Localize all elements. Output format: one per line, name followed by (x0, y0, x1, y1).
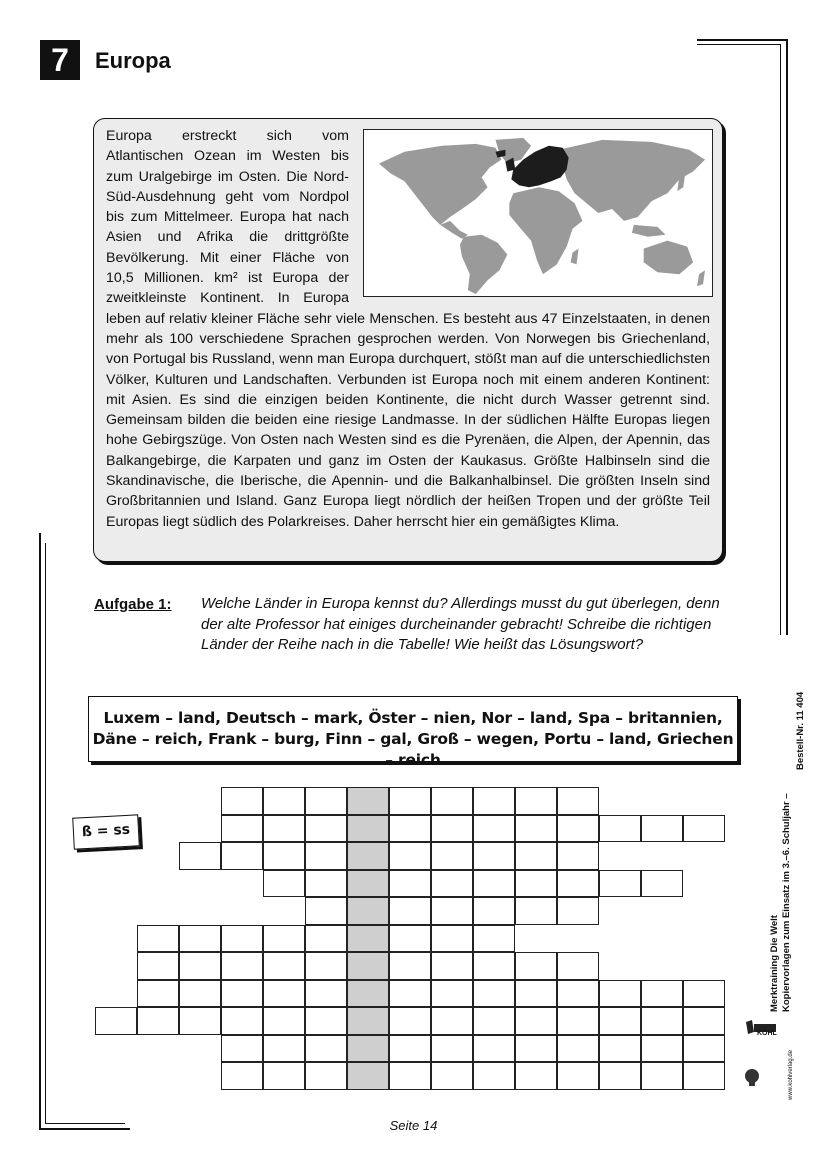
crossword-cell[interactable] (305, 815, 347, 843)
crossword-solution-cell[interactable] (347, 952, 389, 980)
crossword-cell[interactable] (473, 1035, 515, 1063)
crossword-cell[interactable] (431, 1035, 473, 1063)
crossword-cell[interactable] (641, 1007, 683, 1035)
crossword-cell[interactable] (305, 980, 347, 1008)
world-map-image (364, 130, 712, 296)
crossword-cell[interactable] (95, 1007, 137, 1035)
crossword-cell[interactable] (305, 925, 347, 953)
info-text: Europa erstreckt sich vom Atlantischen Ozean im Westen bis zum Uralgebirge im Osten. Die Nord-Süd-Ausdehnung geht vom Nordpol bis zum Mittelmeer. Europa hat nach Asien und Afrika die drittgrößte Bevölkerung. Mit einer Fläche von 10,5 Millionen. km² ist Europa der zweitkleinste Kontinent. In Europa leben auf relativ kleiner Fläche sehr viele Menschen. Es besteht aus 47 Einzelstaaten, in denen mehr als 100 verschiedene Sprachen gesprochen werden. Von Norwegen bis Griechenland, von Portugal bis Russland, wenn man Europa durchquert, stößt man auf die unterschiedlichsten Völker, Kulturen und Landschaften. Verbunden ist Europa noch mit einem anderen Kontinent: mit Asien. Es sind die einzigen beiden Kontinente, die nicht durch Wasser getrennt sind. Gemeinsam bilden die beiden eine riesige Landmasse. In der südlichen Hälfte Europas liegen hohe Gebirgszüge. Von Osten nach Westen sind es die Pyrenäen, die Alpen, der Apennin, das Balkangebirge, die Karpaten und ganz im Osten der Kaukasus. Größte Halbinseln sind die Skandinavische, die Iberische, die Apennin- und die Balkanhalbinsel. Die größten Inseln sind Großbritannien und Island. Ganz Europa liegt nördlich der heißen Tropen und der größte Teil Europas liegt südlich des Polarkreises. Daher herrscht hier ein gemäßigtes Klima. (106, 128, 710, 530)
crossword-cell[interactable] (515, 1035, 557, 1063)
crossword-cell[interactable] (137, 952, 179, 980)
publisher-url: www.kohlverlag.de (788, 1049, 794, 1100)
crossword-cell[interactable] (683, 980, 725, 1008)
crossword-cell[interactable] (305, 842, 347, 870)
crossword-cell[interactable] (557, 787, 599, 815)
crossword-cell[interactable] (431, 952, 473, 980)
crossword-cell[interactable] (473, 925, 515, 953)
crossword-cell[interactable] (263, 1035, 305, 1063)
crossword-cell[interactable] (263, 787, 305, 815)
crossword-cell[interactable] (137, 1007, 179, 1035)
crossword-cell[interactable] (305, 1035, 347, 1063)
crossword-cell[interactable] (263, 842, 305, 870)
crossword-cell[interactable] (515, 842, 557, 870)
crossword-cell[interactable] (389, 815, 431, 843)
frame-line-left-inner (45, 543, 46, 1124)
crossword-cell[interactable] (599, 815, 641, 843)
crossword-cell[interactable] (305, 1007, 347, 1035)
page-number: Seite 14 (389, 1118, 438, 1133)
crossword-cell[interactable] (305, 897, 347, 925)
page-title: Europa (95, 48, 171, 73)
frame-line-right (786, 39, 788, 635)
crossword-cell[interactable] (473, 787, 515, 815)
crossword-cell[interactable] (557, 842, 599, 870)
crossword-cell[interactable] (389, 870, 431, 898)
crossword-cell[interactable] (221, 815, 263, 843)
crossword-cell[interactable] (431, 897, 473, 925)
crossword-cell[interactable] (557, 952, 599, 980)
crossword-cell[interactable] (431, 925, 473, 953)
crossword-cell[interactable] (683, 1007, 725, 1035)
crossword-cell[interactable] (305, 787, 347, 815)
crossword-solution-cell[interactable] (347, 787, 389, 815)
crossword-cell[interactable] (221, 842, 263, 870)
crossword-cell[interactable] (473, 815, 515, 843)
publisher-name: KOHL (757, 1030, 777, 1037)
crossword-cell[interactable] (389, 980, 431, 1008)
crossword-cell[interactable] (641, 980, 683, 1008)
hint-box: ß = ss (72, 814, 140, 849)
crossword-cell[interactable] (683, 1035, 725, 1063)
crossword-solution-cell[interactable] (347, 980, 389, 1008)
crossword-cell[interactable] (263, 870, 305, 898)
crossword-cell[interactable] (389, 925, 431, 953)
crossword-cell[interactable] (179, 952, 221, 980)
crossword-cell[interactable] (179, 842, 221, 870)
crossword-cell[interactable] (599, 870, 641, 898)
frame-line-top-right (697, 39, 788, 41)
sidebar-series-title: Merktraining Die Welt (769, 915, 780, 1012)
crossword-cell[interactable] (431, 815, 473, 843)
crossword-cell[interactable] (641, 815, 683, 843)
crossword-cell[interactable] (515, 1062, 557, 1090)
crossword-cell[interactable] (473, 1062, 515, 1090)
crossword-cell[interactable] (137, 925, 179, 953)
crossword-cell[interactable] (263, 1062, 305, 1090)
crossword-cell[interactable] (305, 952, 347, 980)
crossword-cell[interactable] (431, 787, 473, 815)
crossword-cell[interactable] (305, 1062, 347, 1090)
sidebar-subtitle: Kopiervorlagen zum Einsatz im 3.–6. Schuljahr – (781, 793, 792, 1012)
crossword-solution-cell[interactable] (347, 925, 389, 953)
crossword-cell[interactable] (473, 1007, 515, 1035)
crossword-cell[interactable] (305, 870, 347, 898)
crossword-cell[interactable] (137, 980, 179, 1008)
world-map (363, 129, 713, 297)
info-box (93, 118, 723, 562)
crossword-cell[interactable] (557, 1062, 599, 1090)
crossword-cell[interactable] (599, 1062, 641, 1090)
crossword-cell[interactable] (599, 1007, 641, 1035)
crossword-cell[interactable] (515, 870, 557, 898)
crossword-cell[interactable] (263, 952, 305, 980)
crossword-cell[interactable] (221, 925, 263, 953)
crossword-cell[interactable] (473, 842, 515, 870)
crossword-solution-cell[interactable] (347, 897, 389, 925)
crossword-solution-cell[interactable] (347, 1007, 389, 1035)
crossword-cell[interactable] (557, 980, 599, 1008)
crossword-cell[interactable] (473, 980, 515, 1008)
crossword-solution-cell[interactable] (347, 1062, 389, 1090)
crossword-cell[interactable] (515, 815, 557, 843)
crossword-cell[interactable] (389, 952, 431, 980)
crossword-cell[interactable] (515, 952, 557, 980)
word-parts-line-1: Luxem – land, Deutsch – mark, Öster – nien, Nor – land, Spa – britannien, (103, 709, 723, 727)
crossword-cell[interactable] (599, 1035, 641, 1063)
frame-line-left (39, 533, 41, 1130)
crossword-cell[interactable] (557, 870, 599, 898)
crossword-cell[interactable] (179, 1007, 221, 1035)
crossword-cell[interactable] (221, 1035, 263, 1063)
crossword-cell[interactable] (515, 980, 557, 1008)
crossword-solution-cell[interactable] (347, 870, 389, 898)
crossword-cell[interactable] (431, 842, 473, 870)
crossword-cell[interactable] (515, 1007, 557, 1035)
crossword-cell[interactable] (431, 1062, 473, 1090)
crossword-cell[interactable] (263, 925, 305, 953)
crossword-cell[interactable] (431, 870, 473, 898)
crossword-cell[interactable] (557, 1035, 599, 1063)
crossword-cell[interactable] (683, 1062, 725, 1090)
crossword-cell[interactable] (389, 897, 431, 925)
chapter-number: 7 (40, 40, 80, 80)
crossword-cell[interactable] (557, 1007, 599, 1035)
crossword-cell[interactable] (641, 1062, 683, 1090)
frame-line-top-right-inner (697, 44, 780, 45)
task-label: Aufgabe 1: (94, 596, 172, 613)
crossword-cell[interactable] (473, 870, 515, 898)
task-text: Welche Länder in Europa kennst du? Allerdings musst du gut überlegen, denn der alte Professor hat einiges durcheinander gebracht! Schreibe die richtigen Länder der Reihe nach in die Tabelle! Wie heißt das Lösungswort? (201, 595, 720, 653)
crossword-solution-cell[interactable] (347, 815, 389, 843)
crossword-cell[interactable] (221, 787, 263, 815)
crossword-cell[interactable] (557, 897, 599, 925)
crossword-cell[interactable] (473, 952, 515, 980)
crossword-cell[interactable] (557, 815, 599, 843)
crossword-solution-cell[interactable] (347, 1035, 389, 1063)
crossword-cell[interactable] (263, 980, 305, 1008)
crossword-cell[interactable] (641, 870, 683, 898)
crossword-cell[interactable] (179, 925, 221, 953)
crossword-cell[interactable] (431, 980, 473, 1008)
crossword-cell[interactable] (263, 1007, 305, 1035)
crossword-cell[interactable] (515, 897, 557, 925)
crossword-cell[interactable] (683, 815, 725, 843)
crossword-cell[interactable] (221, 980, 263, 1008)
crossword-cell[interactable] (221, 1062, 263, 1090)
crossword-cell[interactable] (389, 842, 431, 870)
crossword-cell[interactable] (263, 815, 305, 843)
crossword-cell[interactable] (389, 1007, 431, 1035)
frame-line-right-inner (780, 44, 781, 635)
crossword-cell[interactable] (431, 1007, 473, 1035)
sidebar-order-number: Bestell-Nr. 11 404 (795, 691, 806, 770)
crossword-cell[interactable] (389, 1062, 431, 1090)
crossword-cell[interactable] (515, 787, 557, 815)
crossword-cell[interactable] (599, 980, 641, 1008)
crossword-cell[interactable] (641, 1035, 683, 1063)
word-parts-line-2: Däne – reich, Frank – burg, Finn – gal, Groß – wegen, Portu – land, Griechen – reich (92, 730, 734, 769)
crossword-cell[interactable] (389, 787, 431, 815)
crossword-cell[interactable] (221, 1007, 263, 1035)
crossword-cell[interactable] (179, 980, 221, 1008)
crossword-cell[interactable] (473, 897, 515, 925)
crossword-cell[interactable] (221, 952, 263, 980)
crossword-cell[interactable] (389, 1035, 431, 1063)
word-parts-box (88, 696, 738, 769)
publisher-logo-icon (742, 1018, 787, 1090)
crossword-solution-cell[interactable] (347, 842, 389, 870)
